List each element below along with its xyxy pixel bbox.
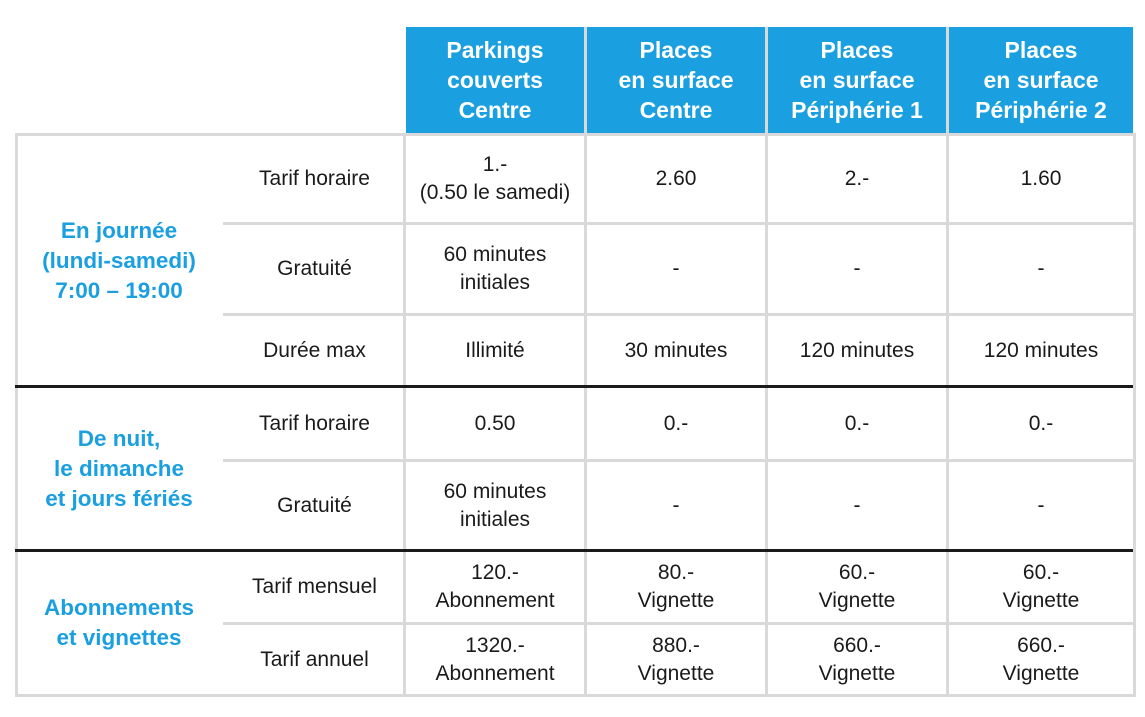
table-cell: 30 minutes — [624, 338, 728, 362]
table-cell: 2.- — [844, 167, 870, 190]
row-label: Gratuité — [277, 493, 352, 517]
group-label-journee: En journée (lundi-samedi) 7:00 – 19:00 — [42, 217, 196, 303]
table-cell: 1.- (0.50 le samedi) — [419, 153, 571, 204]
table-cell: 0.50 — [474, 411, 516, 435]
row-label: Tarif horaire — [259, 167, 370, 190]
group-label-nuit: De nuit, le dimanche et jours fériés — [45, 425, 193, 511]
table-cell: 80.- Vignette — [637, 561, 715, 612]
header-surface-peripherie-1: Places en surface Périphérie 1 — [768, 27, 946, 133]
table-cell: 0.- — [663, 411, 689, 435]
table-cell: 2.60 — [655, 167, 697, 190]
table-cell: - — [853, 493, 861, 517]
table-cell: - — [853, 257, 861, 280]
group-label-abonnements: Abonnements et vignettes — [43, 595, 194, 650]
table-cell: Illimité — [465, 338, 525, 362]
table-cell: 60 minutes initiales — [443, 243, 547, 294]
table-cell: 120.- Abonnement — [435, 561, 555, 612]
header-surface-centre: Places en surface Centre — [587, 27, 765, 133]
table-cell: 120 minutes — [983, 338, 1099, 362]
table-cell: 0.- — [844, 411, 870, 435]
row-label: Durée max — [263, 338, 366, 362]
table-cell: 60.- Vignette — [818, 561, 896, 612]
table-cell: - — [672, 493, 680, 517]
header-parkings-couverts: Parkings couverts Centre — [406, 27, 584, 133]
table-cell: 660.- Vignette — [818, 633, 896, 685]
table-cell: 1.60 — [1020, 167, 1062, 190]
table-cell: 660.- Vignette — [1002, 633, 1080, 685]
grid-line — [15, 694, 1133, 697]
grid-line — [1133, 133, 1136, 697]
row-label: Gratuité — [277, 257, 352, 280]
table-cell: 1320.- Abonnement — [435, 633, 555, 685]
row-label: Tarif mensuel — [252, 575, 377, 598]
row-label: Tarif annuel — [260, 647, 369, 671]
table-cell: - — [1037, 493, 1045, 517]
table-cell: - — [1037, 257, 1045, 280]
table-cell: 60.- Vignette — [1002, 561, 1080, 612]
table-cell: 60 minutes initiales — [443, 479, 547, 531]
table-cell: 880.- Vignette — [637, 633, 715, 685]
header-surface-peripherie-2: Places en surface Périphérie 2 — [949, 27, 1133, 133]
table-cell: - — [672, 257, 680, 280]
table-cell: 120 minutes — [799, 338, 915, 362]
row-label: Tarif horaire — [259, 411, 370, 435]
table-cell: 0.- — [1028, 411, 1054, 435]
